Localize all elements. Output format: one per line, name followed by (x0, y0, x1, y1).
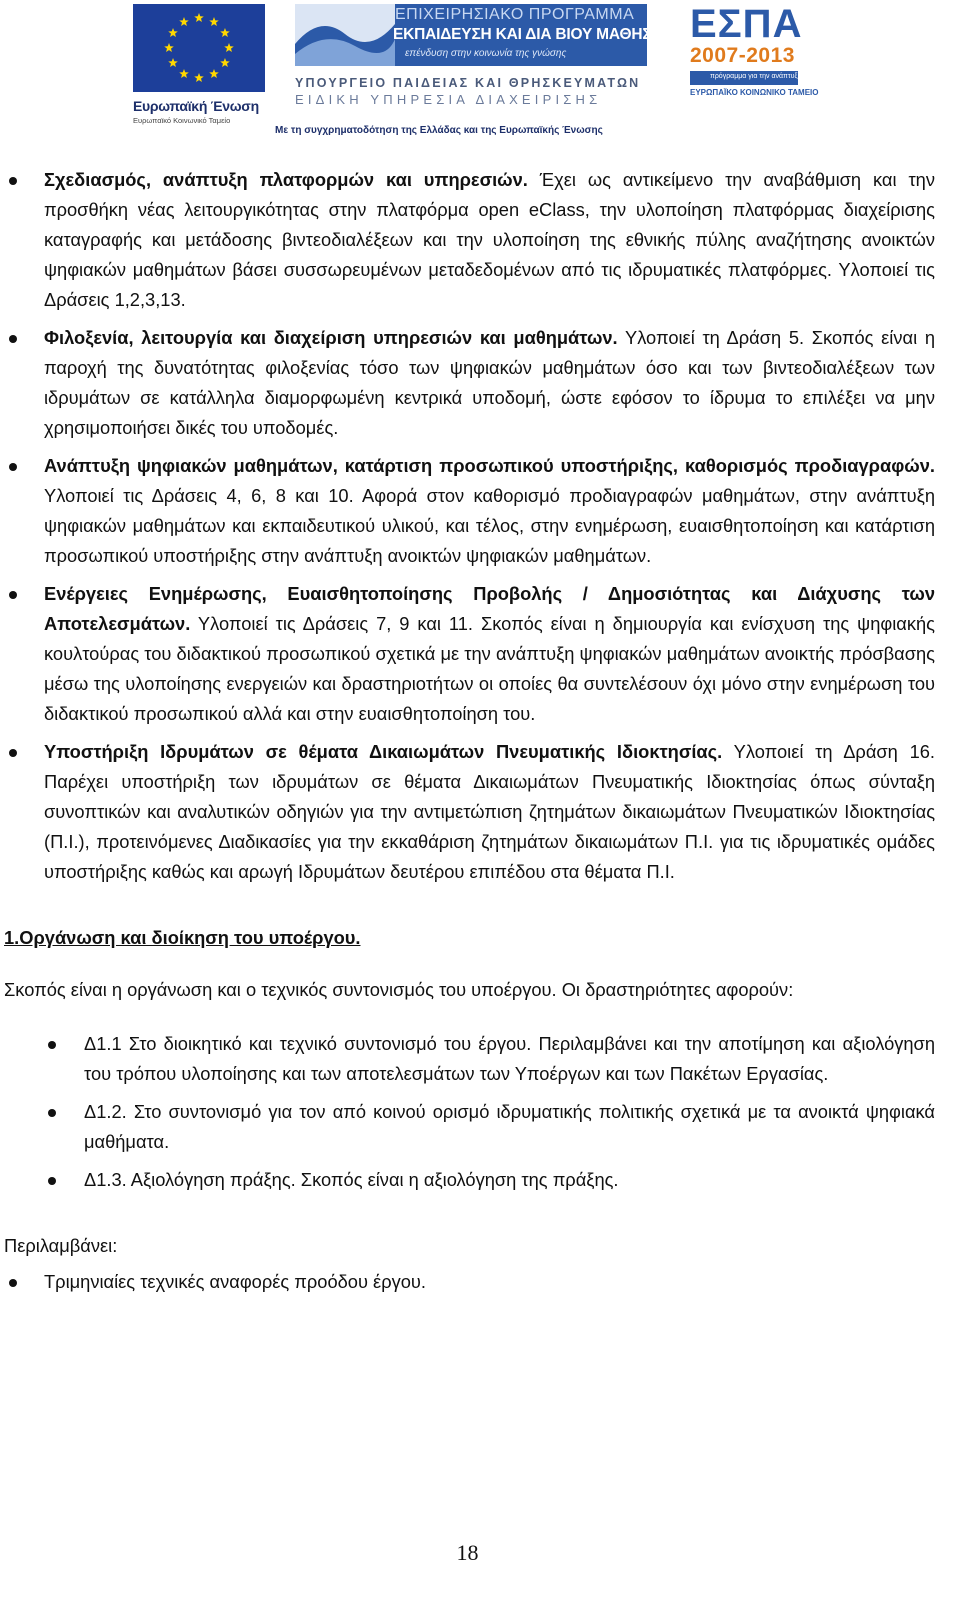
list-item (0, 451, 935, 571)
list-item-text: Έχει ως αντικείμενο την αναβάθμιση και την προσθήκη νέας λειτουργικότητας στην πλατφόρμα open eClass, την υλοποίηση πλατφόρμας διαχείρισης καταγραφής και μετάδοσης βιντεοδιαλέξεων και την υλοποίηση της εθνικής πύλης αναζήτησης ανοικτών ψηφιακών μαθημάτων βάσει συσσωρευμένων μεταδεδομένων από τις ιδρυματικές πλατφόρμες. Υλοποιεί τις Δράσεις 1,2,3,13. (44, 169, 935, 310)
espa-bar (690, 71, 802, 85)
list-item (0, 1165, 935, 1195)
list-item-heading: Ανάπτυξη ψηφιακών μαθημάτων, κατάρτιση προσωπικού υποστήριξης, καθορισμός προδιαγραφών. (44, 455, 935, 476)
program-title: ΕΠΙΧΕΙΡΗΣΙΑΚΟ ΠΡΟΓΡΑΜΜΑ (395, 6, 635, 23)
list-item (0, 1267, 935, 1297)
program-tagline: επένδυση στην κοινωνία της γνώσης (405, 48, 567, 59)
list-item-text: Υλοποιεί τη Δράση 16. Παρέχει υποστήριξη των ιδρυμάτων σε θέματα Δικαιωμάτων Πνευματικής Ιδιοκτησίας όπως σύνταξη συνοπτικών και αναλυτικών οδηγιών για την αντιμετώπιση ζητημάτων δικαιωμάτων Πνευματικών Ιδιοκτησίας (Π.Ι.), προτεινόμενες Διαδικασίες για την εκκαθάριση ζητημάτων δικαιωμάτων Π.Ι. για τις ιδρυματικές ομάδες υποστήριξης καθώς και αρωγή Ιδρυμάτων δευτέρου επιπέδου στα θέματα Π.Ι. (44, 741, 935, 882)
list-item-text: Υλοποιεί τις Δράσεις 7, 9 και 11. Σκοπός είναι η δημιουργία και ενίσχυση της ψηφιακής κουλτούρας του διδακτικού προσωπικού σχετικά με την ανάπτυξη ψηφιακών μαθημάτων ανοικτής πρόσβασης μέσω της υλοποίησης ενεργειών και δραστηριοτήτων οι οποίες θα συντελέσουν όχι μόνο στην ενημέρωση του διδακτικού προσωπικού αλλά και στην ευαισθητοποίηση του. (44, 613, 935, 724)
document-body (0, 165, 935, 1305)
program-wave-icon (295, 4, 395, 66)
activity-text: Δ1.2. Στο συντονισμό για τον από κοινού ορισμό ιδρυματικής πολιτικής σχετικά με τα ανοικτά ψηφιακά μαθήματα. (84, 1101, 935, 1152)
list-item (0, 323, 935, 443)
agency-name: ΕΙΔΙΚΗ ΥΠΗΡΕΣΙΑ ΔΙΑΧΕΙΡΙΣΗΣ (295, 92, 602, 107)
header-logos (0, 0, 960, 150)
cofunding-note: Με τη συγχρηματοδότηση της Ελλάδας και της Ευρωπαϊκής Ένωσης (275, 125, 603, 136)
espa-bar-text: πρόγραμμα για την ανάπτυξη (710, 73, 802, 80)
eu-logo (133, 4, 268, 125)
include-text: Τριμηνιαίες τεχνικές αναφορές προόδου έργου. (44, 1271, 426, 1292)
list-item-text: Υλοποιεί τη Δράση 5. Σκοπός είναι η παροχή της δυνατότητας φιλοξενίας τόσο των ψηφιακών μαθημάτων όσο και των βιντεοδιαλέξεων των ιδρυμάτων σε κατάλληλα διαμορφωμένη κεντρικά υποδομή, ώστε εφόσον το ίδρυμα το επιλέξει να μην χρησιμοποιήσει δικές του υποδομές. (44, 327, 935, 438)
list-item (0, 579, 935, 729)
list-item-heading: Ενέργειες Ενημέρωσης, Ευαισθητοποίησης Προβολής / Δημοσιότητας και Διάχυσης των Αποτελεσμάτων. (44, 583, 935, 634)
program-logo (295, 4, 663, 107)
includes-list (0, 1267, 935, 1297)
list-item (0, 1097, 935, 1157)
espa-title: ΕΣΠΑ (690, 2, 803, 46)
list-item-heading: Φιλοξενία, λειτουργία και διαχείριση υπηρεσιών και μαθημάτων. (44, 327, 618, 348)
activity-text: Δ1.3. Αξιολόγηση πράξης. Σκοπός είναι η αξιολόγηση της πράξης. (84, 1169, 619, 1190)
eu-flag-icon (133, 4, 265, 92)
list-item-heading: Σχεδιασμός, ανάπτυξη πλατφορμών και υπηρεσιών. (44, 169, 528, 190)
list-item (0, 165, 935, 315)
eu-name: Ευρωπαϊκή Ένωση (133, 98, 259, 114)
section-title: 1.Οργάνωση και διοίκηση του υποέργου. (4, 927, 361, 948)
program-banner (295, 4, 663, 66)
espa-years: 2007-2013 (690, 44, 795, 67)
page-number: 18 (456, 1540, 479, 1565)
list-item (0, 737, 935, 887)
program-subtitle: ΕΚΠΑΙΔΕΥΣΗ ΚΑΙ ΔΙΑ ΒΙΟΥ ΜΑΘΗΣΗ (393, 26, 663, 43)
list-item-text: Υλοποιεί τις Δράσεις 4, 6, 8 και 10. Αφορά στον καθορισμό προδιαγραφών μαθημάτων, στην ανάπτυξη ψηφιακών μαθημάτων και εκπαιδευτικού υλικού, και τέλος, στην ενημέρωση, ευαισθητοποίηση και κατάρτιση προσωπικού υποστήριξης στην ανάπτυξη ανοικτών ψηφιακών μαθημάτων. (44, 485, 935, 566)
activity-text: Δ1.1 Στο διοικητικό και τεχνικό συντονισμό του έργου. Περιλαμβάνει και την αποτίμηση και αξιολόγηση του τρόπου υλοποίησης και των αποτελεσμάτων των Υποέργων και των Πακέτων Εργασίας. (84, 1033, 935, 1084)
activities-list (0, 1029, 935, 1195)
eu-fund: Ευρωπαϊκό Κοινωνικό Ταμείο (133, 116, 231, 125)
list-item (0, 1029, 935, 1089)
espa-logo (690, 4, 818, 97)
includes-label: Περιλαμβάνει: (4, 1235, 118, 1256)
actions-list (0, 165, 935, 887)
espa-fund: ΕΥΡΩΠΑΪΚΟ ΚΟΙΝΩΝΙΚΟ ΤΑΜΕΙΟ (690, 88, 819, 97)
ministry-name: ΥΠΟΥΡΓΕΙΟ ΠΑΙΔΕΙΑΣ ΚΑΙ ΘΡΗΣΚΕΥΜΑΤΩΝ (295, 76, 641, 90)
list-item-heading: Υποστήριξη Ιδρυμάτων σε θέματα Δικαιωμάτων Πνευματικής Ιδιοκτησίας. (44, 741, 723, 762)
section-intro: Σκοπός είναι η οργάνωση και ο τεχνικός συντονισμός του υποέργου. Οι δραστηριότητες αφορούν: (4, 979, 794, 1000)
